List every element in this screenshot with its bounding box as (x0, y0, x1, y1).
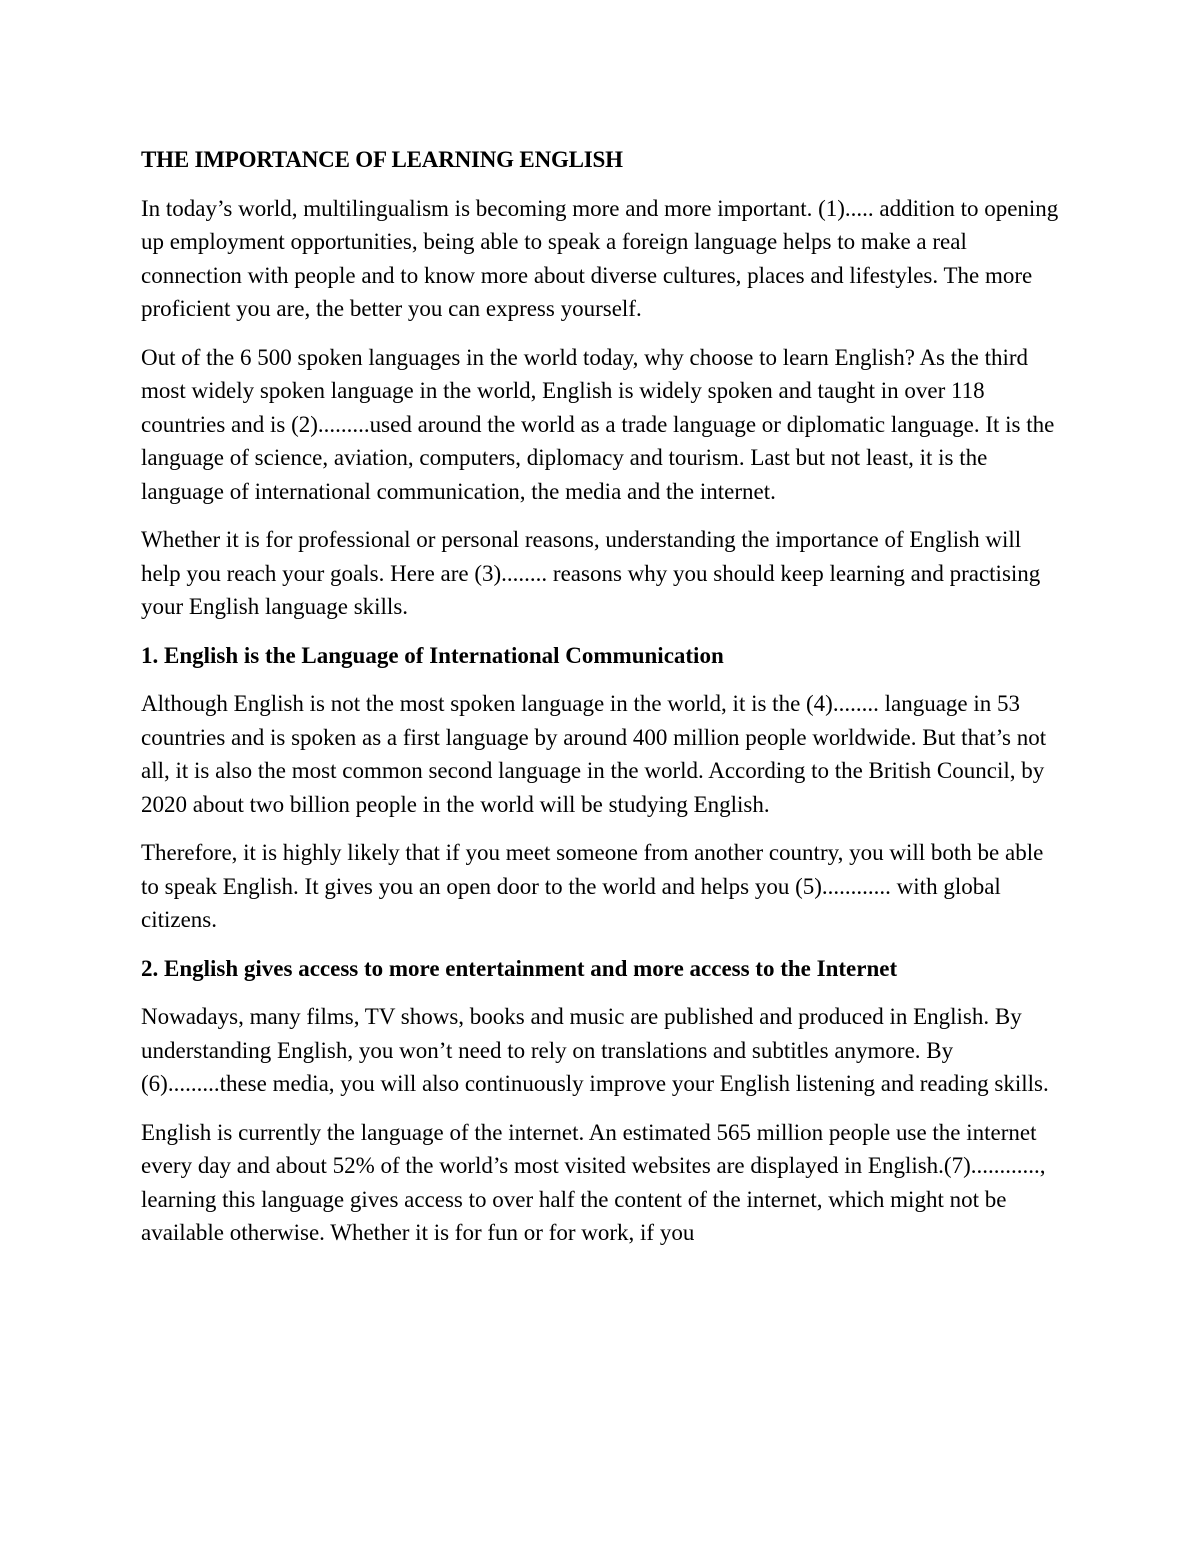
paragraph-intro-2: Out of the 6 500 spoken languages in the world today, why choose to learn English? As the third most widely spoken language in the world, English is widely spoken and taught in over 118 countries and is (2).........used around the world as a trade language or diplomatic language. It is the language of science, aviation, computers, diplomacy and tourism. Last but not least, it is the language of international communication, the media and the internet. (141, 344, 1055, 504)
section-1-paragraph-1: Although English is not the most spoken language in the world, it is the (4)........ language in 53 countries and is spoken as a first language by around 400 million people worldwide. But that’s not all, it is also the most common second language in the world. According to the British Council, by 2020 about two billion people in the world will be studying English. (141, 691, 1047, 817)
paragraph-intro-3: Whether it is for professional or personal reasons, understanding the importance of English will help you reach your goals. Here are (3)........ reasons why you should keep learning and practising your English language skills. (141, 527, 1041, 619)
document-title: THE IMPORTANCE OF LEARNING ENGLISH (141, 147, 623, 172)
section-heading-2: 2. English gives access to more entertainment and more access to the Internet (141, 955, 898, 981)
section-2-paragraph-1: Nowadays, many films, TV shows, books and music are published and produced in English. By understanding English, you won’t need to rely on translations and subtitles anymore. By (6).........these media, you will also continuously improve your English listening and reading skills. (141, 1004, 1049, 1096)
document-page (141, 143, 1061, 1265)
section-heading-1: 1. English is the Language of International Communication (141, 642, 724, 668)
paragraph-intro-1: In today’s world, multilingualism is becoming more and more important. (1)..... addition to opening up employment opportunities, being able to speak a foreign language helps to make a real connection with people and to know more about diverse cultures, places and lifestyles. The more proficient you are, the better you can express yourself. (141, 195, 1059, 321)
section-1-paragraph-2: Therefore, it is highly likely that if you meet someone from another country, you will both be able to speak English. It gives you an open door to the world and helps you (5)............ with global citizens. (141, 840, 1044, 932)
section-2-paragraph-2: English is currently the language of the internet. An estimated 565 million people use the internet every day and about 52% of the world’s most visited websites are displayed in English.(7)............, learning this language gives access to over half the content of the internet, which might not be available otherwise. Whether it is for fun or for work, if you (141, 1119, 1046, 1245)
